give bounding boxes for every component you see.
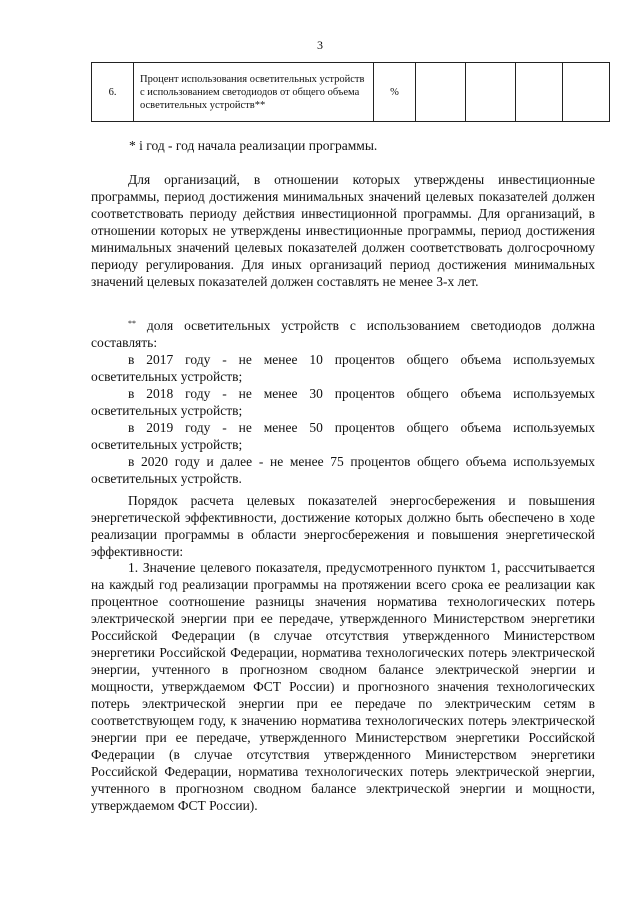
value-cell <box>416 63 466 122</box>
paragraph-periods-text: Для организаций, в отношении которых утверждены инвестиционные программы, период достижения минимальных значений целевых показателей должен соответствовать периоду действия инвестиционной программы. Для организаций, в отношении которых не утверждены инвестиционные программы, период достижения минимальных значений целевых показателей должен соответствовать долгосрочному периоду регулирования. Для иных организаций период достижения минимальных значений целевых показателей должен составлять не менее 3-х лет. <box>91 172 595 289</box>
footnote-led-body: доля осветительных устройств с использованием светодиодов должна составлять: <box>91 318 595 350</box>
list-item: в 2019 году - не менее 50 процентов общего объема используемых осветительных устройств; <box>91 420 595 452</box>
table-row <box>92 63 610 122</box>
paragraph-item-1-text: 1. Значение целевого показателя, предусмотренного пунктом 1, рассчитывается на каждый год реализации программы на протяжении всего срока ее реализации как процентное соотношение разницы значения норматива технологических потерь электрической энергии при ее передаче, утвержденного Министерством энергетики Российской Федерации (в случае отсутствия утвержденного Министерством энергетики Российской Федерации, норматива технологических потерь электрической энергии, учтенного в прогнозном сводном балансе электрической энергии и мощности, утверждаемом ФСТ России) и прогнозного значения технологических потерь электрической энергии при ее передаче по электрическим сетям в соответствующем году, к значению норматива технологических потерь электрической энергии при ее передаче, утвержденного Министерством энергетики Российской Федерации (в случае отсутствия утвержденного Министерством энергетики Российской Федерации, норматива технологических потерь электрической энергии, учтенного в прогнозном сводном балансе электрической энергии и мощности, утверждаемом ФСТ России). <box>91 560 595 813</box>
footnote-year: * i год - год начала реализации программы. <box>129 138 378 153</box>
indicators-table <box>91 62 610 122</box>
row-number: 6. <box>92 63 134 122</box>
list-item: в 2018 году - не менее 30 процентов общего объема используемых осветительных устройств; <box>91 386 595 418</box>
value-cell <box>466 63 516 122</box>
indicator-name: Процент использования осветительных устройств с использованием светодиодов от общего объема осветительных устройств** <box>134 63 374 122</box>
footnote-stars: ** <box>128 319 136 328</box>
unit-cell: % <box>374 63 416 122</box>
footnote-led-text <box>91 317 595 351</box>
page-number: 3 <box>317 38 323 52</box>
list-item: в 2020 году и далее - не менее 75 процентов общего объема используемых осветительных устройств. <box>91 454 595 486</box>
footnote-led <box>91 317 595 487</box>
paragraph-periods <box>91 171 595 290</box>
paragraph-calculation-order-text: Порядок расчета целевых показателей энергосбережения и повышения энергетической эффективности, достижение которых должно быть обеспечено в ходе реализации программы в области энергосбережения и повышения энергетической эффективности: <box>91 493 595 559</box>
value-cell <box>563 63 610 122</box>
value-cell <box>516 63 563 122</box>
paragraph-item-1 <box>91 559 595 814</box>
paragraph-calculation-order <box>91 492 595 560</box>
list-item: в 2017 году - не менее 10 процентов общего объема используемых осветительных устройств; <box>91 352 595 384</box>
